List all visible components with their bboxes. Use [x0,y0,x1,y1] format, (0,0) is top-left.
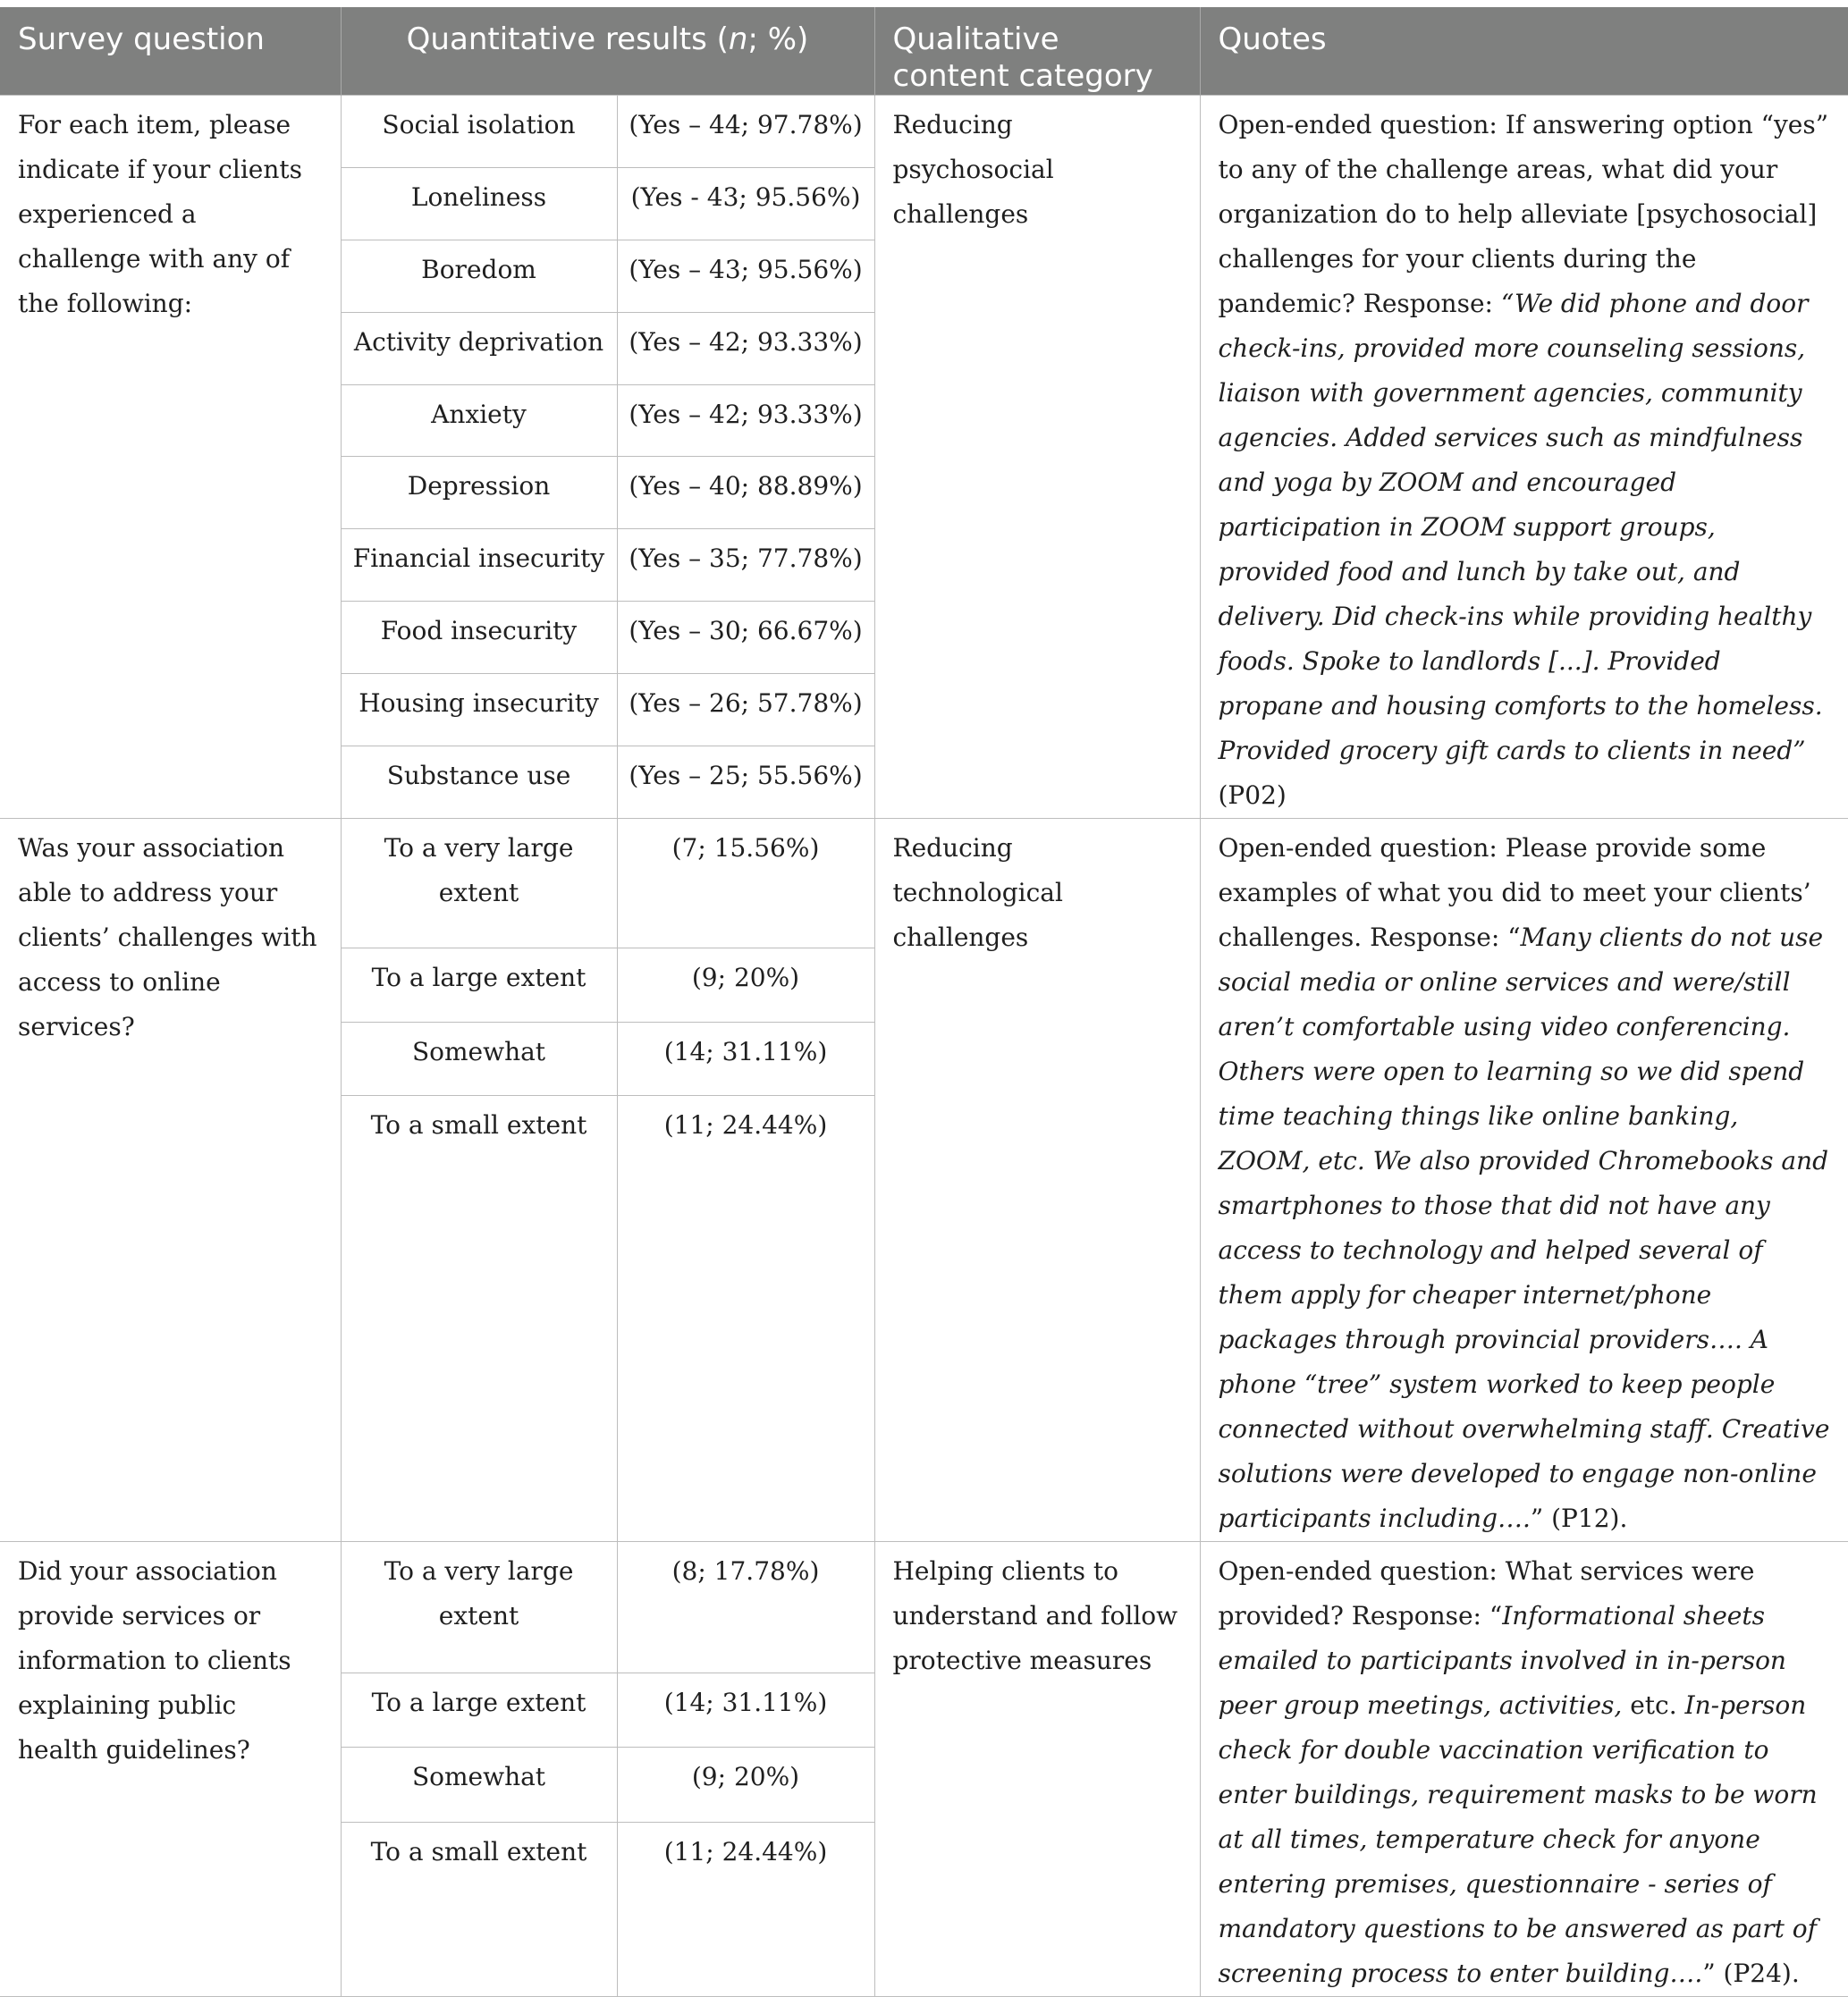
results-table-wrapper [0,7,1848,1997]
header-survey-question: Survey question [0,7,341,96]
item-cell: To a large extent [341,1673,617,1747]
quote-text: Informational sheets emailed to participants involved in in-person peer group meetings, activities, [1218,1601,1786,1720]
item-cell: To a very large extent [341,819,617,948]
quote-text: Many clients do not use social media or online services and were/still aren’t comfortable using video conferencing. Others were open to learning so we did spend time teaching things like online banking, ZOOM, etc. We also provided Chromebooks and smartphones to those that did not have any access to technology and helped several of them apply for cheaper internet/phone packages through provincial providers…. A phone “tree” system worked to keep people connected without overwhelming staff. Creative solutions were developed to engage non-online participants including…. [1218,923,1830,1533]
header-quant-prefix: Quantitative results ( [406,21,729,57]
category-cell: Helping clients to understand and follow protective measures [874,1542,1200,1997]
quote-prefix: Open-ended question: Please provide some examples of what you did to meet your clients’ challenges. Response: “ [1218,833,1811,952]
survey-question-cell: Did your association provide services or information to clients explaining public health guidelines? [0,1542,341,1997]
quote-suffix: (P02) [1218,780,1287,810]
value-cell: (11; 24.44%) [617,1822,874,1996]
table-row [0,819,1848,948]
item-cell: Somewhat [341,1748,617,1822]
quote-suffix: ” (P12). [1530,1504,1628,1533]
value-cell: (9; 20%) [617,1748,874,1822]
header-qualitative-category: Qualitative content category [874,7,1200,96]
item-cell: Somewhat [341,1022,617,1095]
item-cell: Depression [341,457,617,529]
value-cell: (Yes – 35; 77.78%) [617,529,874,602]
value-cell: (7; 15.56%) [617,819,874,948]
item-cell: Substance use [341,746,617,819]
value-cell: (Yes – 42; 93.33%) [617,384,874,457]
value-cell: (Yes – 26; 57.78%) [617,674,874,746]
header-quantitative-results [341,7,874,96]
quote-cell [1200,1542,1848,1997]
item-cell: Social isolation [341,96,617,168]
header-row [0,7,1848,96]
quote-text: “We did phone and door check-ins, provided more counseling sessions, liaison with government agencies, community agencies. Added services such as mindfulness and yoga by ZOOM and encouraged participation in ZOOM support groups, provided food and lunch by take out, and delivery. Did check-ins while providing healthy foods. Spoke to landlords [...]. Provided propane and housing comforts to the homeless. Provided grocery gift cards to clients in need” [1218,289,1823,765]
value-cell: (Yes – 42; 93.33%) [617,312,874,384]
item-cell: Activity deprivation [341,312,617,384]
value-cell: (Yes – 43; 95.56%) [617,240,874,312]
value-cell: (Yes – 40; 88.89%) [617,457,874,529]
table-row [0,96,1848,168]
value-cell: (Yes – 25; 55.56%) [617,746,874,819]
quote-cell [1200,819,1848,1542]
value-cell: (14; 31.11%) [617,1022,874,1095]
item-cell: To a large extent [341,948,617,1022]
header-quant-n: n [728,21,748,57]
header-quotes: Quotes [1200,7,1848,96]
quote-suffix: ” (P24). [1702,1959,1800,1988]
item-cell: To a small extent [341,1096,617,1542]
value-cell: (Yes - 43; 95.56%) [617,167,874,240]
value-cell: (11; 24.44%) [617,1096,874,1542]
item-cell: Anxiety [341,384,617,457]
survey-question-cell: Was your association able to address your clients’ challenges with access to online services? [0,819,341,1542]
category-cell: Reducing psychosocial challenges [874,96,1200,819]
table-row [0,1542,1848,1673]
quote-cell [1200,96,1848,819]
value-cell: (Yes – 44; 97.78%) [617,96,874,168]
value-cell: (14; 31.11%) [617,1673,874,1747]
item-cell: Food insecurity [341,602,617,674]
results-table [0,7,1848,1997]
quote-prefix: Open-ended question: What services were provided? Response: “ [1218,1556,1755,1630]
item-cell: Housing insecurity [341,674,617,746]
quote-text-continued: In-person check for double vaccination verification to enter buildings, requirement masks to be worn at all times, temperature check for anyone entering premises, questionnaire - series of mandatory questions to be answered as part of screening process to enter building…. [1218,1690,1818,1988]
value-cell: (8; 17.78%) [617,1542,874,1673]
item-cell: Loneliness [341,167,617,240]
quote-prefix: Open-ended question: If answering option “yes” to any of the challenge areas, what did your organization do to help alleviate [psychosocial] challenges for your clients during the pandemic? Response: [1218,110,1829,318]
item-cell: To a small extent [341,1822,617,1996]
value-cell: (Yes – 30; 66.67%) [617,602,874,674]
item-cell: To a very large extent [341,1542,617,1673]
item-cell: Boredom [341,240,617,312]
item-cell: Financial insecurity [341,529,617,602]
header-quant-suffix: ; %) [747,21,809,57]
value-cell: (9; 20%) [617,948,874,1022]
quote-mid: etc. [1622,1690,1685,1720]
survey-question-cell: For each item, please indicate if your clients experienced a challenge with any of the following: [0,96,341,819]
category-cell: Reducing technological challenges [874,819,1200,1542]
